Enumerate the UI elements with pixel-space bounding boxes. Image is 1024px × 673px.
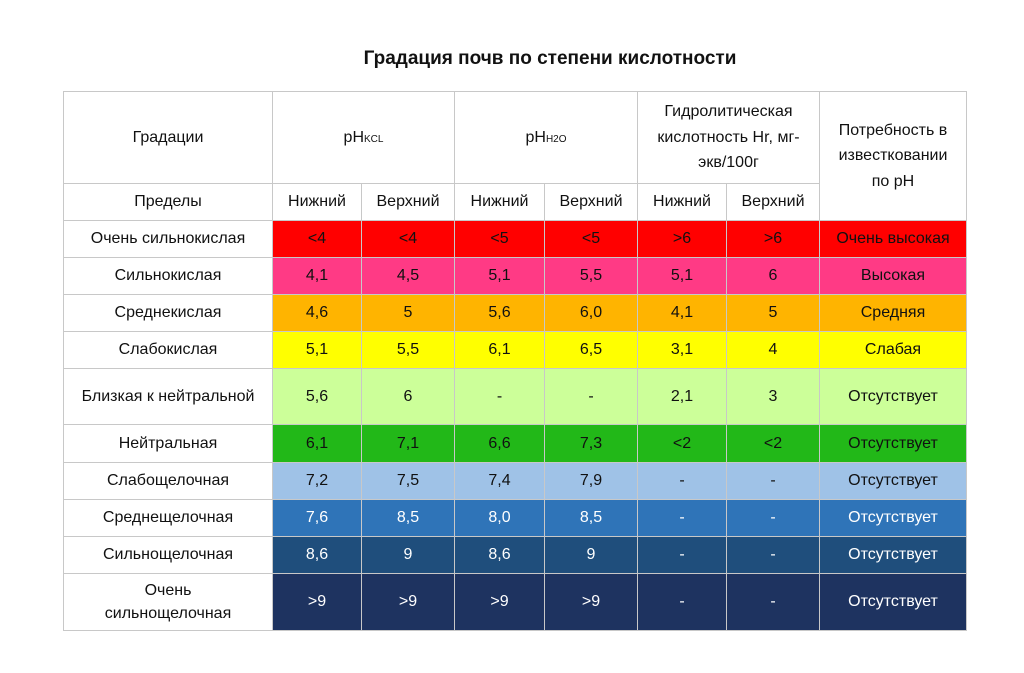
ph-kcl-lower-cell: >9: [273, 574, 362, 631]
header-ph-kcl: [273, 92, 455, 184]
header-ph-kcl-sub: KCL: [364, 133, 384, 145]
ph-h2o-upper-cell: >9: [545, 574, 638, 631]
liming-need-cell: Очень высокая: [820, 221, 967, 258]
header-ph-h2o-sub: H2O: [545, 133, 567, 145]
header-h2o-upper: Верхний: [545, 184, 638, 221]
ph-kcl-lower-cell: 7,2: [273, 463, 362, 500]
ph-kcl-lower-cell: <4: [273, 221, 362, 258]
header-limits: Пределы: [64, 184, 273, 221]
ph-kcl-upper-cell: 7,5: [362, 463, 455, 500]
liming-need-cell: Отсутствует: [820, 369, 967, 425]
ph-kcl-lower-cell: 5,6: [273, 369, 362, 425]
hr-lower-cell: -: [638, 500, 727, 537]
header-kcl-lower: Нижний: [273, 184, 362, 221]
hr-lower-cell: <2: [638, 425, 727, 463]
ph-kcl-lower-cell: 8,6: [273, 537, 362, 574]
hr-upper-cell: 5: [727, 295, 820, 332]
liming-need-cell: Отсутствует: [820, 537, 967, 574]
ph-h2o-upper-cell: <5: [545, 221, 638, 258]
ph-h2o-upper-cell: 5,5: [545, 258, 638, 295]
ph-kcl-upper-cell: 4,5: [362, 258, 455, 295]
hr-lower-cell: -: [638, 537, 727, 574]
table-row: [64, 425, 967, 463]
ph-kcl-lower-cell: 5,1: [273, 332, 362, 369]
hr-upper-cell: 4: [727, 332, 820, 369]
ph-kcl-lower-cell: 7,6: [273, 500, 362, 537]
ph-kcl-upper-cell: >9: [362, 574, 455, 631]
header-gradations: Градации: [64, 92, 273, 184]
ph-h2o-lower-cell: 5,6: [455, 295, 545, 332]
page-title: Градация почв по степени кислотности: [363, 48, 737, 69]
ph-kcl-upper-cell: 9: [362, 537, 455, 574]
hr-lower-cell: 3,1: [638, 332, 727, 369]
hr-upper-cell: >6: [727, 221, 820, 258]
ph-kcl-lower-cell: 4,6: [273, 295, 362, 332]
ph-h2o-lower-cell: 8,6: [455, 537, 545, 574]
table-row: [64, 537, 967, 574]
header-ph-h2o-main: pH: [525, 128, 546, 146]
table-row: [64, 500, 967, 537]
gradation-name: Среднещелочная: [64, 500, 273, 537]
header-hydrolytic: Гидролитическая кислотность Hr, мг-экв/100г: [638, 92, 820, 184]
ph-h2o-lower-cell: >9: [455, 574, 545, 631]
table-row: [64, 295, 967, 332]
liming-need-cell: Отсутствует: [820, 574, 967, 631]
ph-kcl-lower-cell: 6,1: [273, 425, 362, 463]
ph-kcl-upper-cell: 7,1: [362, 425, 455, 463]
hr-lower-cell: -: [638, 574, 727, 631]
table-row: [64, 332, 967, 369]
hr-upper-cell: -: [727, 537, 820, 574]
gradation-name: Очень сильнокислая: [64, 221, 273, 258]
header-ph-h2o: [455, 92, 638, 184]
hr-upper-cell: -: [727, 574, 820, 631]
ph-kcl-upper-cell: 8,5: [362, 500, 455, 537]
hr-lower-cell: 2,1: [638, 369, 727, 425]
ph-h2o-upper-cell: 8,5: [545, 500, 638, 537]
header-hr-lower: Нижний: [638, 184, 727, 221]
table-row: [64, 221, 967, 258]
ph-h2o-upper-cell: 6,0: [545, 295, 638, 332]
gradation-name: Близкая к нейтральной: [64, 369, 273, 425]
gradation-name: Слабощелочная: [64, 463, 273, 500]
ph-h2o-lower-cell: 6,1: [455, 332, 545, 369]
ph-h2o-lower-cell: -: [455, 369, 545, 425]
ph-h2o-lower-cell: 5,1: [455, 258, 545, 295]
hr-upper-cell: 3: [727, 369, 820, 425]
ph-h2o-upper-cell: 9: [545, 537, 638, 574]
header-row: [64, 92, 967, 184]
hr-lower-cell: >6: [638, 221, 727, 258]
hr-upper-cell: -: [727, 463, 820, 500]
gradation-name: Среднекислая: [64, 295, 273, 332]
hr-lower-cell: 5,1: [638, 258, 727, 295]
ph-kcl-upper-cell: <4: [362, 221, 455, 258]
header-liming: Потребность в известковании по pH: [820, 92, 967, 221]
liming-need-cell: Отсутствует: [820, 500, 967, 537]
hr-upper-cell: <2: [727, 425, 820, 463]
liming-need-cell: Слабая: [820, 332, 967, 369]
hr-lower-cell: -: [638, 463, 727, 500]
table-row: [64, 574, 967, 631]
gradation-name: Нейтральная: [64, 425, 273, 463]
liming-need-cell: Отсутствует: [820, 463, 967, 500]
hr-upper-cell: 6: [727, 258, 820, 295]
header-hr-upper: Верхний: [727, 184, 820, 221]
hr-lower-cell: 4,1: [638, 295, 727, 332]
ph-kcl-upper-cell: 5,5: [362, 332, 455, 369]
ph-h2o-upper-cell: 7,9: [545, 463, 638, 500]
liming-need-cell: Отсутствует: [820, 425, 967, 463]
ph-h2o-lower-cell: 6,6: [455, 425, 545, 463]
ph-h2o-lower-cell: 7,4: [455, 463, 545, 500]
gradation-name: Очень сильнощелочная: [64, 574, 273, 631]
ph-h2o-lower-cell: <5: [455, 221, 545, 258]
acidity-table: [63, 91, 967, 631]
gradation-name: Сильнокислая: [64, 258, 273, 295]
header-kcl-upper: Верхний: [362, 184, 455, 221]
ph-h2o-upper-cell: 6,5: [545, 332, 638, 369]
ph-kcl-upper-cell: 5: [362, 295, 455, 332]
table-row: [64, 463, 967, 500]
ph-kcl-lower-cell: 4,1: [273, 258, 362, 295]
liming-need-cell: Высокая: [820, 258, 967, 295]
ph-kcl-upper-cell: 6: [362, 369, 455, 425]
table-row: [64, 369, 967, 425]
header-h2o-lower: Нижний: [455, 184, 545, 221]
gradation-name: Слабокислая: [64, 332, 273, 369]
liming-need-cell: Средняя: [820, 295, 967, 332]
ph-h2o-upper-cell: -: [545, 369, 638, 425]
hr-upper-cell: -: [727, 500, 820, 537]
gradation-name: Сильнощелочная: [64, 537, 273, 574]
ph-h2o-upper-cell: 7,3: [545, 425, 638, 463]
ph-h2o-lower-cell: 8,0: [455, 500, 545, 537]
table-row: [64, 258, 967, 295]
header-ph-kcl-main: pH: [343, 128, 364, 146]
